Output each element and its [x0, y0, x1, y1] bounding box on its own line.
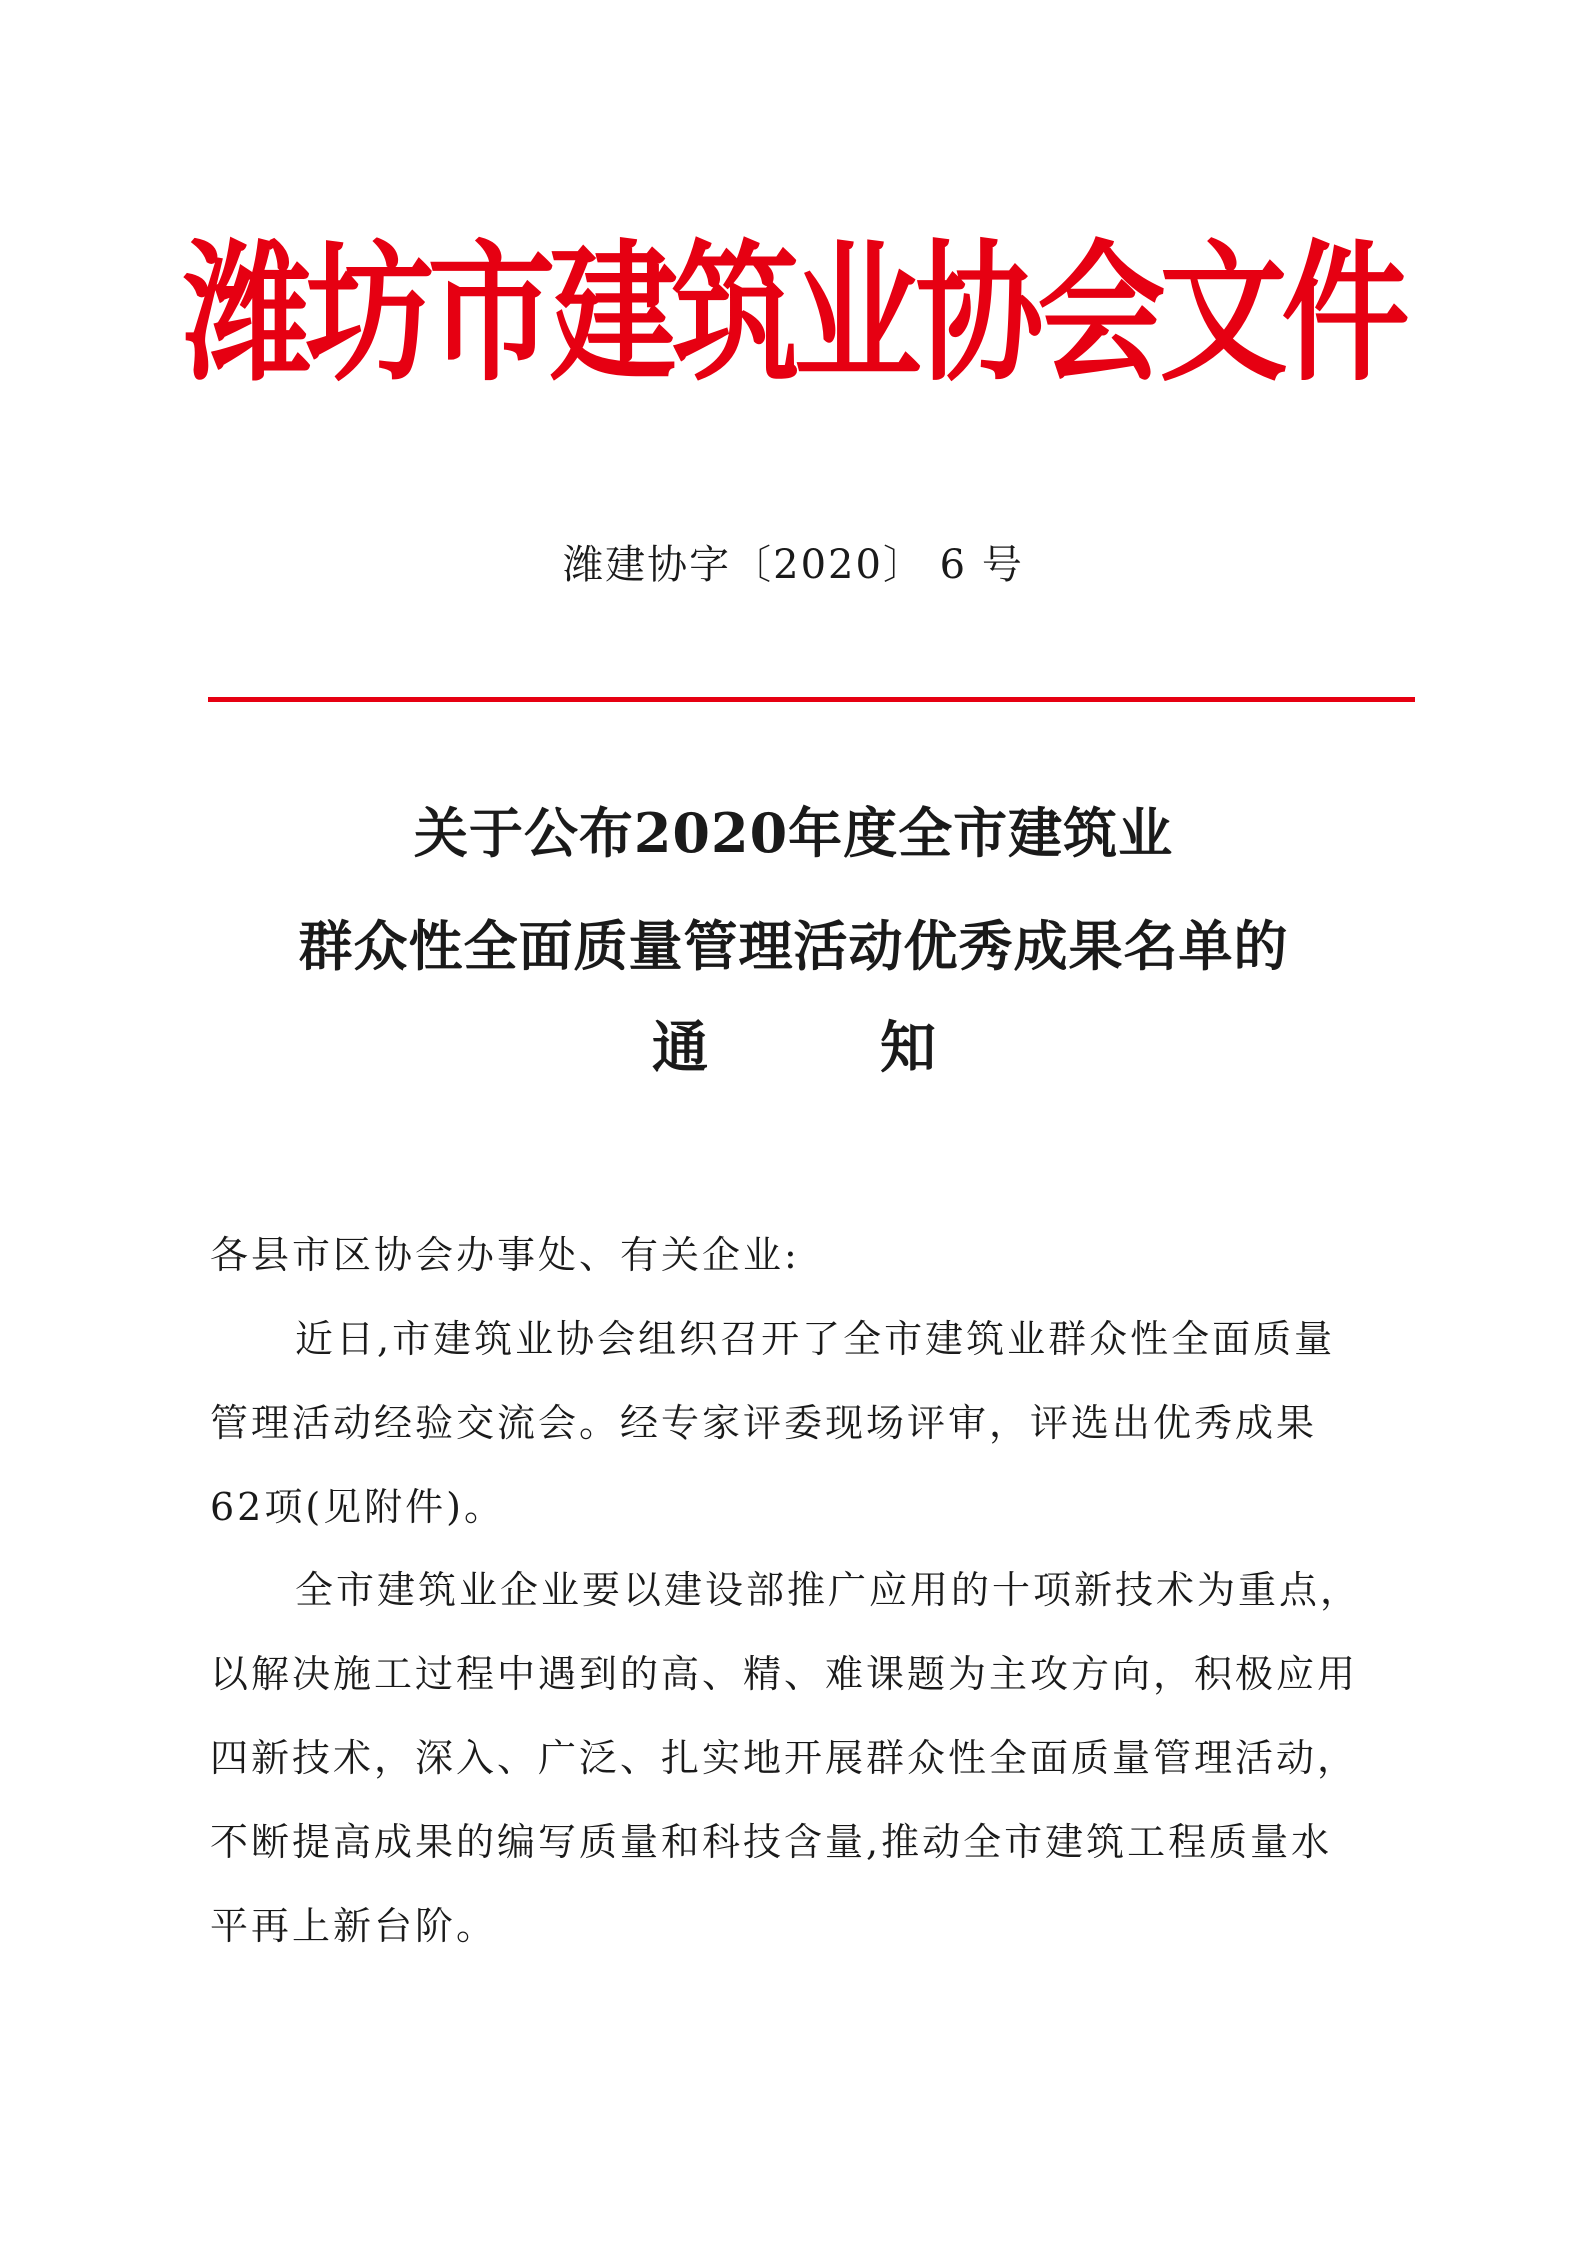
notice-title-line-2: 群众性全面质量管理活动优秀成果名单的 [298, 914, 1289, 978]
red-divider-line [208, 697, 1415, 702]
notice-title-char-2: 知 [880, 1015, 936, 1081]
paragraph-2-line-2: 以解决施工过程中遇到的高、精、难课题为主攻方向，积极应用 [210, 1652, 1359, 1696]
notice-title-line-1: 关于公布2020年度全市建筑业 [413, 801, 1174, 865]
paragraph-2-line-1: 全市建筑业企业要以建设部推广应用的十项新技术为重点， [295, 1568, 1362, 1612]
letterhead-title: 潍坊市建筑业协会文件 [183, 226, 1404, 403]
notice-title-char-1: 通 [652, 1015, 708, 1081]
paragraph-1-line-3: 62项(见附件)。 [210, 1485, 506, 1529]
paragraph-1-line-1: 近日,市建筑业协会组织召开了全市建筑业群众性全面质量 [295, 1317, 1336, 1361]
paragraph-2-line-3: 四新技术，深入、广泛、扎实地开展群众性全面质量管理活动， [210, 1736, 1359, 1780]
paragraph-2-line-5: 平再上新台阶。 [210, 1904, 498, 1948]
paragraph-2-line-4: 不断提高成果的编写质量和科技含量,推动全市建筑工程质量水 [210, 1820, 1333, 1864]
salutation: 各县市区协会办事处、有关企业: [210, 1233, 800, 1277]
document-number: 潍建协字〔2020〕 6 号 [563, 542, 1024, 588]
paragraph-1-line-2: 管理活动经验交流会。经专家评委现场评审，评选出优秀成果 [210, 1401, 1318, 1445]
